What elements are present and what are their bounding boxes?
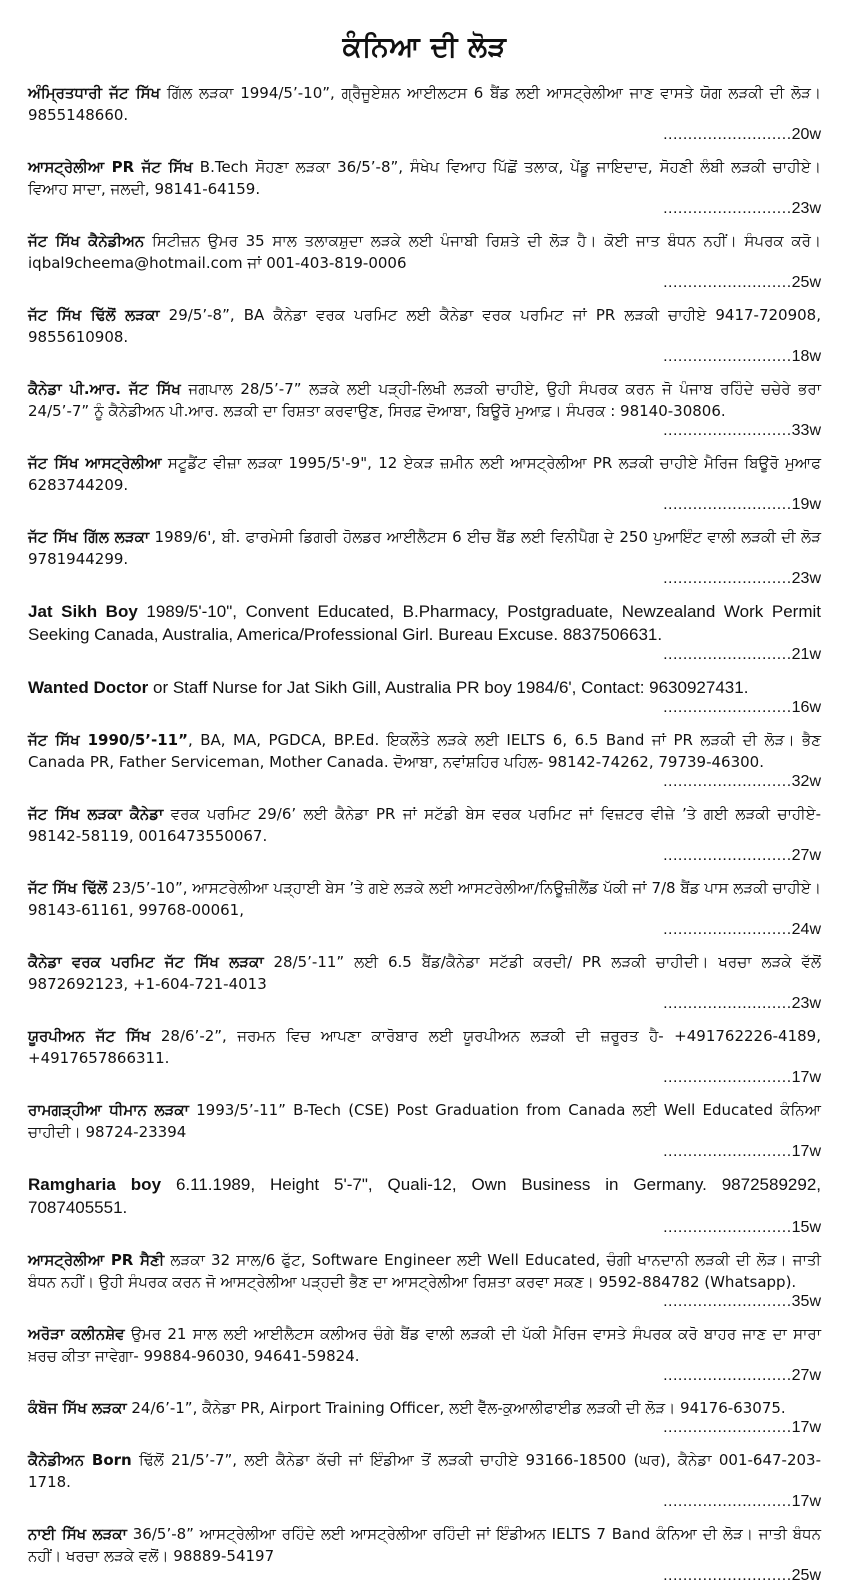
dot-leader: .......................... [663, 995, 792, 1012]
ad-text [28, 803, 821, 847]
dot-leader: .......................... [663, 1069, 792, 1086]
ad-text [28, 82, 821, 126]
ad-price-row [28, 1492, 821, 1512]
ad-lead: ਜੱਟ ਸਿੱਖ 1990/5’-11” [28, 731, 188, 749]
ad-price-row [28, 1366, 821, 1386]
dot-leader: .......................... [663, 274, 792, 291]
ad-lead: ਜੱਟ ਸਿੱਖ ਢਿੱਲੋਂ ਲੜਕਾ [28, 306, 160, 324]
ad-price: 18w [791, 348, 821, 365]
ad-text [28, 951, 821, 995]
ad-lead: ਜੱਟ ਸਿੱਖ ਢਿੱਲੋਂ [28, 879, 108, 897]
list-item [28, 877, 821, 951]
ad-price: 33w [791, 422, 821, 439]
ad-body: ਜਗਪਾਲ 28/5’-7” ਲੜਕੇ ਲਈ ਪੜ੍ਹੀ-ਲਿਖੀ ਲੜਕੀ ਚਾਹੀਏ, ਉਹੀ ਸੰਪਰਕ ਕਰਨ ਜੋ ਪੰਜਾਬ ਰਹਿੰਦੇ ਚਚੇਰੇ ਭਰਾ 24/5’-7” ਨੂੰ ਕੈਨੇਡੀਅਨ ਪੀ.ਆਰ. ਲੜਕੀ ਦਾ ਰਿਸ਼ਤਾ ਕਰਵਾਉਣ, ਸਿਰਫ਼ ਦੋਆਬਾ, ਬਿਊਰੋ ਮੁਆਫ਼। ਸੰਪਰਕ : 98140-30806. [28, 380, 821, 420]
ad-lead: ਜੱਟ ਸਿੱਖ ਆਸਟ੍ਰੇਲੀਆ [28, 454, 162, 472]
list-item [28, 452, 821, 526]
ad-lead: ਕੰਬੋਜ ਸਿੱਖ ਲੜਕਾ [28, 1399, 127, 1417]
ad-text [28, 877, 821, 921]
ad-body: 36/5’-8” ਆਸਟ੍ਰੇਲੀਆ ਰਹਿੰਦੇ ਲਈ ਆਸਟ੍ਰੇਲੀਆ ਰਹਿੰਦੀ ਜਾਂ ਇੰਡੀਅਨ IELTS 7 Band ਕੰਨਿਆ ਦੀ ਲੋੜ। ਜਾਤੀ ਬੰਧਨ ਨਹੀਂ। ਖਰਚਾ ਲੜਕੇ ਵਲੋਂ। 98889-54197 [28, 1525, 821, 1565]
dot-leader: .......................... [663, 921, 792, 938]
ad-spacer [28, 1312, 821, 1323]
ad-text [28, 1449, 821, 1493]
ad-spacer [28, 1014, 821, 1025]
ad-price-row [28, 273, 821, 293]
ad-price-row [28, 772, 821, 792]
ad-price-row [28, 920, 821, 940]
ad-price: 32w [791, 773, 821, 790]
ad-body: or Staff Nurse for Jat Sikh Gill, Australia PR boy 1984/6', Contact: 9630927431. [148, 678, 749, 697]
list-item [28, 1099, 821, 1173]
ad-price-row [28, 1142, 821, 1162]
list-item [28, 1523, 821, 1586]
ad-lead: ਰਾਮਗੜ੍ਹੀਆ ਧੀਮਾਨ ਲੜਕਾ [28, 1101, 189, 1119]
ad-body: ਢਿੱਲੋਂ 21/5’-7”, ਲਈ ਕੈਨੇਡਾ ਕੱਚੀ ਜਾਂ ਇੰਡੀਆ ਤੋਂ ਲੜਕੀ ਚਾਹੀਏ 93166-18500 (ਘਰ), ਕੈਨੇਡਾ 001-647-203-1718. [28, 1451, 821, 1491]
dot-leader: .......................... [663, 847, 792, 864]
ad-body: 1993/5’-11” B-Tech (CSE) Post Graduation from Canada ਲਈ Well Educated ਕੰਨਿਆ ਚਾਹੀਦੀ। 98724-23394 [28, 1101, 821, 1141]
ad-spacer [28, 866, 821, 877]
ad-price: 15w [791, 1219, 821, 1236]
ad-price-row [28, 125, 821, 145]
list-item [28, 156, 821, 230]
ad-lead: ਯੂਰਪੀਅਨ ਜੱਟ ਸਿੱਖ [28, 1027, 151, 1045]
ad-price: 17w [791, 1419, 821, 1436]
dot-leader: .......................... [663, 422, 792, 439]
ad-text [28, 676, 821, 699]
dot-leader: .......................... [663, 570, 792, 587]
list-item [28, 378, 821, 452]
ad-price: 23w [791, 995, 821, 1012]
ad-text [28, 1173, 821, 1219]
ad-body: B.Tech ਸੋਹਣਾ ਲੜਕਾ 36/5’-8”, ਸੰਖੇਪ ਵਿਆਹ ਪਿੱਛੋਂ ਤਲਾਕ, ਪੇਂਡੂ ਜਾਇਦਾਦ, ਸੋਹਣੀ ਲੰਬੀ ਲੜਕੀ ਚਾਹੀਏ। ਵਿਆਹ ਸਾਦਾ, ਜਲਦੀ, 98141-64159. [28, 158, 821, 198]
ad-text [28, 1397, 821, 1419]
ad-price: 27w [791, 847, 821, 864]
dot-leader: .......................... [663, 126, 792, 143]
ad-spacer [28, 1162, 821, 1173]
ad-body: 1989/6', ਬੀ. ਫਾਰਮੇਸੀ ਡਿਗਰੀ ਹੋਲਡਰ ਆਈਲੈਟਸ 6 ਈਚ ਬੈਂਡ ਲਈ ਵਿਨੀਪੈਗ ਦੇ 250 ਪੁਆਇੰਟ ਵਾਲੀ ਲੜਕੀ ਦੀ ਲੋੜ 9781944299. [28, 528, 821, 568]
ad-price: 20w [791, 126, 821, 143]
list-item [28, 803, 821, 877]
ad-price: 21w [791, 646, 821, 663]
ad-price-row [28, 1292, 821, 1312]
ad-text [28, 526, 821, 570]
ad-price-row [28, 1418, 821, 1438]
ad-text [28, 1025, 821, 1069]
dot-leader: .......................... [663, 699, 792, 716]
ad-spacer [28, 219, 821, 230]
ad-spacer [28, 1088, 821, 1099]
ad-price: 17w [791, 1143, 821, 1160]
ad-price-row [28, 347, 821, 367]
ad-price: 17w [791, 1493, 821, 1510]
ad-lead: Ramgharia boy [28, 1175, 162, 1194]
ads-list [28, 82, 821, 1586]
ad-price: 17w [791, 1069, 821, 1086]
dot-leader: .......................... [663, 646, 792, 663]
list-item [28, 951, 821, 1025]
ad-price-row [28, 1218, 821, 1238]
ad-spacer [28, 1512, 821, 1523]
ad-body: 1989/5'-10", Convent Educated, B.Pharmacy, Postgraduate, Newzealand Work Permit Seeking Canada, Australia, America/Professional Girl. Bureau Excuse. 8837506631. [28, 602, 821, 644]
ad-body: 23/5’-10”, ਆਸਟਰੇਲੀਆ ਪੜ੍ਹਾਈ ਬੇਸ ’ਤੇ ਗਏ ਲੜਕੇ ਲਈ ਆਸਟਰੇਲੀਆ/ਨਿਊਜ਼ੀਲੈਂਡ ਪੱਕੀ ਜਾਂ 7/8 ਬੈਂਡ ਪਾਸ ਲੜਕੀ ਚਾਹੀਏ। 98143-61161, 99768-00061, [28, 879, 822, 919]
list-item [28, 1025, 821, 1099]
ad-spacer [28, 792, 821, 803]
ad-price: 19w [791, 496, 821, 513]
dot-leader: .......................... [663, 773, 792, 790]
ad-body: ਉਮਰ 21 ਸਾਲ ਲਈ ਆਈਲੈਟਸ ਕਲੀਅਰ ਚੰਗੇ ਬੈਂਡ ਵਾਲੀ ਲੜਕੀ ਦੀ ਪੱਕੀ ਮੈਰਿਜ ਵਾਸਤੇ ਸੰਪਰਕ ਕਰੋ ਬਾਹਰ ਜਾਣ ਦਾ ਸਾਰਾ ਖ਼ਰਚ ਕੀਤਾ ਜਾਵੇਗਾ- 99884-96030, 94641-59824. [28, 1325, 821, 1365]
ad-body: ਸਟੂਡੈਂਟ ਵੀਜ਼ਾ ਲੜਕਾ 1995/5'-9", 12 ਏਕੜ ਜ਼ਮੀਨ ਲਈ ਆਸਟ੍ਰੇਲੀਆ PR ਲੜਕੀ ਚਾਹੀਏ ਮੈਰਿਜ ਬਿਊਰੋ ਮੁਆਫ 6283744209. [28, 454, 821, 494]
ad-price: 25w [791, 1567, 821, 1584]
ad-text [28, 1099, 821, 1143]
ad-text [28, 1523, 821, 1567]
ad-spacer [28, 1238, 821, 1249]
ad-spacer [28, 665, 821, 676]
list-item [28, 304, 821, 378]
ad-lead: Wanted Doctor [28, 678, 149, 697]
ad-price-row [28, 495, 821, 515]
ad-spacer [28, 515, 821, 526]
ad-body: ਸਿਟੀਜ਼ਨ ਉਮਰ 35 ਸਾਲ ਤਲਾਕਸ਼ੁਦਾ ਲੜਕੇ ਲਈ ਪੰਜਾਬੀ ਰਿਸ਼ਤੇ ਦੀ ਲੋੜ ਹੈ। ਕੋਈ ਜਾਤ ਬੰਧਨ ਨਹੀਂ। ਸੰਪਰਕ ਕਰੋ। iqbal9cheema@hotmail.com ਜਾਂ 001-403-819-0006 [28, 232, 821, 272]
ad-spacer [28, 718, 821, 729]
ad-price-row [28, 994, 821, 1014]
ad-lead: ਜੱਟ ਸਿੱਖ ਲੜਕਾ ਕੈਨੇਡਾ [28, 805, 164, 823]
ad-spacer [28, 1438, 821, 1449]
dot-leader: .......................... [663, 1293, 792, 1310]
list-item [28, 676, 821, 729]
ad-price-row [28, 1068, 821, 1088]
ad-spacer [28, 145, 821, 156]
list-item [28, 600, 821, 676]
ad-spacer [28, 441, 821, 452]
list-item [28, 729, 821, 803]
ad-price-row [28, 645, 821, 665]
list-item [28, 82, 821, 156]
ad-price: 23w [791, 200, 821, 217]
ad-price: 16w [791, 699, 821, 716]
list-item [28, 1173, 821, 1249]
list-item [28, 1449, 821, 1523]
dot-leader: .......................... [663, 200, 792, 217]
ad-price: 25w [791, 274, 821, 291]
ad-body: 6.11.1989, Height 5'-7", Quali-12, Own Business in Germany. 9872589292, 7087405551. [28, 1175, 821, 1217]
list-item [28, 1323, 821, 1397]
dot-leader: .......................... [663, 1567, 792, 1584]
ad-body: 28/5’-11” ਲਈ 6.5 ਬੈਂਡ/ਕੈਨੇਡਾ ਸਟੱਡੀ ਕਰਦੀ/ PR ਲੜਕੀ ਚਾਹੀਦੀ। ਖਰਚਾ ਲੜਕੇ ਵੱਲੋਂ 9872692123, +1-604-721-4013 [28, 953, 822, 993]
ad-text [28, 1323, 821, 1367]
ad-body: ਗਿੱਲ ਲੜਕਾ 1994/5’-10”, ਗ੍ਰੈਜੂਏਸ਼ਨ ਆਈਲਟਸ 6 ਬੈਂਡ ਲਈ ਆਸਟ੍ਰੇਲੀਆ ਜਾਣ ਵਾਸਤੇ ਯੋਗ ਲੜਕੀ ਦੀ ਲੋੜ। 9855148660. [28, 84, 821, 124]
ad-text [28, 156, 821, 200]
ad-body: 28/6’-2”, ਜਰਮਨ ਵਿਚ ਆਪਣਾ ਕਾਰੋਬਾਰ ਲਈ ਯੂਰਪੀਅਨ ਲੜਕੀ ਦੀ ਜ਼ਰੂਰਤ ਹੈ- +491762226-4189, +4917657866311. [28, 1027, 821, 1067]
ad-price: 27w [791, 1367, 821, 1384]
ad-body: ਵਰਕ ਪਰਮਿਟ 29/6’ ਲਈ ਕੈਨੇਡਾ PR ਜਾਂ ਸਟੱਡੀ ਬੇਸ ਵਰਕ ਪਰਮਿਟ ਜਾਂ ਵਿਜ਼ਟਰ ਵੀਜ਼ੇ ’ਤੇ ਗਈ ਲੜਕੀ ਚਾਹੀਏ- 98142-58119, 0016473550067. [28, 805, 821, 845]
ad-price-row [28, 1566, 821, 1586]
ad-text [28, 378, 821, 422]
ad-price: 24w [791, 921, 821, 938]
ad-text [28, 230, 821, 274]
ad-lead: ਕੈਨੇਡੀਅਨ Born [28, 1451, 132, 1469]
ad-lead: ਅੰਮ੍ਰਿਤਧਾਰੀ ਜੱਟ ਸਿੱਖ [28, 84, 161, 102]
ad-price-row [28, 846, 821, 866]
ad-lead: ਨਾਈ ਸਿੱਖ ਲੜਕਾ [28, 1525, 127, 1543]
ad-text [28, 304, 821, 348]
ad-price-row [28, 569, 821, 589]
dot-leader: .......................... [663, 1493, 792, 1510]
ad-body: , BA, MA, PGDCA, BP.Ed. ਇਕਲੌਤੇ ਲੜਕੇ ਲਈ IELTS 6, 6.5 Band ਜਾਂ PR ਲੜਕੀ ਦੀ ਲੋੜ। ਭੈਣ Canada PR, Father Serviceman, Mother Canada. ਦੋਆਬਾ, ਨਵਾਂਸ਼ਹਿਰ ਪਹਿਲ- 98142-74262, 79739-46300. [28, 731, 821, 771]
ad-lead: ਕੈਨੇਡਾ ਵਰਕ ਪਰਮਿਟ ਜੱਟ ਸਿੱਖ ਲੜਕਾ [28, 953, 264, 971]
ad-lead: ਕੈਨੇਡਾ ਪੀ.ਆਰ. ਜੱਟ ਸਿੱਖ [28, 380, 181, 398]
ad-lead: ਜੱਟ ਸਿੱਖ ਗਿੱਲ ਲੜਕਾ [28, 528, 150, 546]
ad-lead: ਆਸਟ੍ਰੇਲੀਆ PR ਜੱਟ ਸਿੱਖ [28, 158, 193, 176]
ad-price: 23w [791, 570, 821, 587]
ad-lead: ਜੱਟ ਸਿੱਖ ਕੈਨੇਡੀਅਨ [28, 232, 145, 250]
dot-leader: .......................... [663, 348, 792, 365]
dot-leader: .......................... [663, 1367, 792, 1384]
ad-price-row [28, 698, 821, 718]
dot-leader: .......................... [663, 1419, 792, 1436]
dot-leader: .......................... [663, 496, 792, 513]
dot-leader: .......................... [663, 1219, 792, 1236]
ad-price: 35w [791, 1293, 821, 1310]
list-item [28, 526, 821, 600]
list-item [28, 1397, 821, 1449]
ad-text [28, 729, 821, 773]
list-item [28, 230, 821, 304]
ad-spacer [28, 1386, 821, 1397]
ad-body: 24/6’-1”, ਕੈਨੇਡਾ PR, Airport Training Officer, ਲਈ ਵੈੱਲ-ਕੁਆਲੀਫਾਈਡ ਲੜਕੀ ਦੀ ਲੋੜ। 94176-63075. [126, 1399, 786, 1417]
ad-lead: ਅਰੋੜਾ ਕਲੀਨਸ਼ੇਵ [28, 1325, 125, 1343]
dot-leader: .......................... [663, 1143, 792, 1160]
ad-spacer [28, 589, 821, 600]
ad-text [28, 1249, 821, 1293]
ad-text [28, 452, 821, 496]
ad-spacer [28, 940, 821, 951]
page-title: ਕੰਨਿਆ ਦੀ ਲੋੜ [342, 30, 507, 63]
list-item [28, 1249, 821, 1323]
ad-body: ਲੜਕਾ 32 ਸਾਲ/6 ਫੁੱਟ, Software Engineer ਲਈ Well Educated, ਚੰਗੀ ਖਾਨਦਾਨੀ ਲੜਕੀ ਦੀ ਲੋੜ। ਜਾਤੀ ਬੰਧਨ ਨਹੀਂ। ਉਹੀ ਸੰਪਰਕ ਕਰਨ ਜੋ ਆਸਟ੍ਰੇਲੀਆ ਪੜ੍ਹਦੀ ਭੈਣ ਦਾ ਆਸਟ੍ਰੇਲੀਆ ਰਿਸ਼ਤਾ ਕਰਵਾ ਸਕਣ। 9592-884782 (Whatsapp). [28, 1251, 821, 1291]
ad-spacer [28, 293, 821, 304]
ad-text [28, 600, 821, 646]
ad-body: 29/5’-8”, BA ਕੈਨੇਡਾ ਵਰਕ ਪਰਮਿਟ ਲਈ ਕੈਨੇਡਾ ਵਰਕ ਪਰਮਿਟ ਜਾਂ PR ਲੜਕੀ ਚਾਹੀਏ 9417-720908, 9855610908. [28, 306, 821, 346]
ad-price-row [28, 421, 821, 441]
ad-spacer [28, 367, 821, 378]
ad-price-row [28, 199, 821, 219]
ad-lead: Jat Sikh Boy [28, 602, 138, 621]
ad-lead: ਆਸਟ੍ਰੇਲੀਆ PR ਸੈਣੀ [28, 1251, 165, 1269]
